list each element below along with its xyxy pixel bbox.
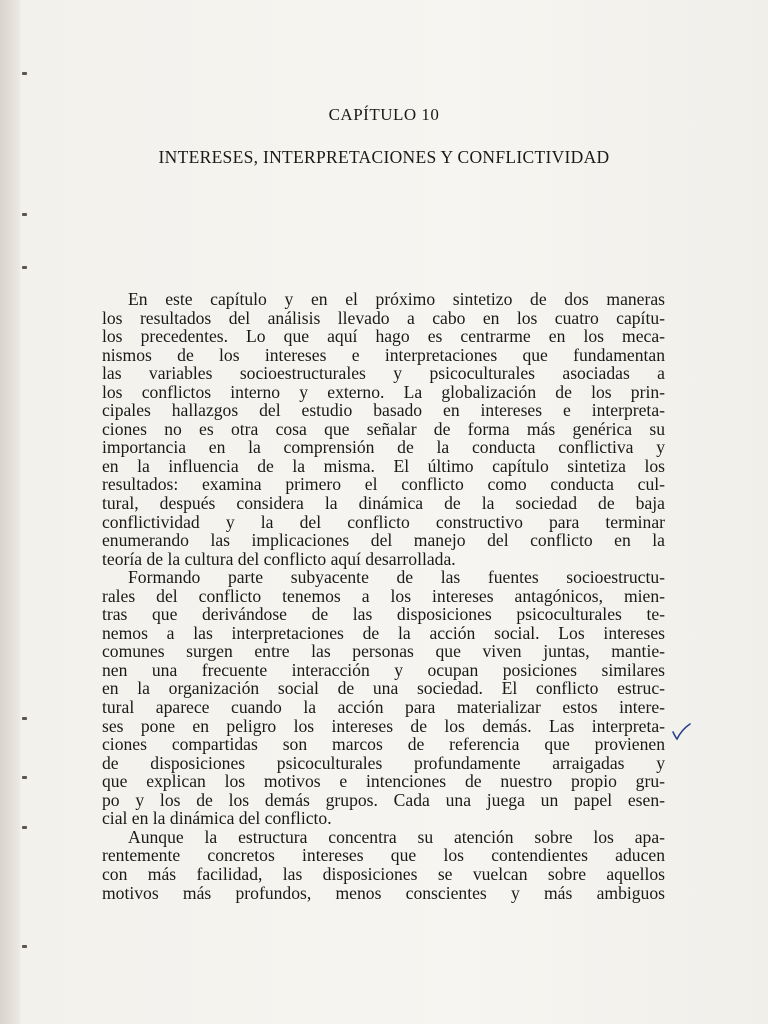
text-line: ciones no es otra cosa que señalar de forma más genérica su (102, 418, 665, 439)
text-line: en la organización social de una sociedad. El conflicto estruc- (102, 678, 665, 699)
text-line: nen una frecuente interacción y ocupan posiciones similares (102, 659, 665, 680)
text-line: que explican los motivos e intenciones de nuestro propio gru- (102, 771, 665, 792)
text-line: tural aparece cuando la acción para materializar estos intere- (102, 697, 665, 718)
text-line: en la influencia de la misma. El último capítulo sintetiza los (102, 455, 665, 476)
text-line: cipales hallazgos del estudio basado en intereses e interpreta- (102, 400, 665, 421)
text-line: los resultados del análisis llevado a cabo en los cuatro capítu- (102, 307, 665, 328)
margin-mark (22, 826, 27, 829)
text-line: importancia en la comprensión de la conducta conflictiva y (102, 437, 665, 458)
pen-check-mark-icon (670, 720, 692, 742)
text-line: nemos a las interpretaciones de la acción social. Los intereses (102, 622, 665, 643)
margin-mark (22, 776, 27, 779)
text-line: con más facilidad, las disposiciones se vuelcan sobre aquellos (102, 863, 665, 884)
text-line: Formando parte subyacente de las fuentes socioestructu- (128, 567, 665, 588)
text-line: tural, después considera la dinámica de la sociedad de baja (102, 493, 665, 514)
text-line: conflictividad y la del conflicto constructivo para terminar (102, 511, 665, 532)
text-line: comunes surgen entre las personas que viven juntas, mantie- (102, 641, 665, 662)
text-line: ses pone en peligro los intereses de los demás. Las interpreta- (102, 715, 665, 736)
margin-mark (22, 266, 27, 269)
text-line: motivos más profundos, menos conscientes y más ambiguos (102, 882, 665, 903)
text-line: enumerando las implicaciones del manejo del conflicto en la (102, 530, 665, 551)
text-line: teoría de la cultura del conflicto aquí desarrollada. (102, 548, 456, 569)
text-line: rentemente concretos intereses que los contendientes aducen (102, 845, 665, 866)
text-line: nismos de los intereses e interpretaciones que fundamentan (102, 344, 665, 365)
text-line: cial en la dinámica del conflicto. (102, 808, 332, 829)
chapter-number: CAPÍTULO 10 (328, 105, 440, 124)
text-line: po y los de los demás grupos. Cada una juega un papel esen- (102, 789, 665, 810)
text-line: resultados: examina primero el conflicto como conducta cul- (102, 474, 665, 495)
text-line: Aunque la estructura concentra su atención sobre los apa- (128, 826, 665, 847)
text-line: los conflictos interno y externo. La globalización de los prin- (102, 381, 665, 402)
body-text (102, 290, 665, 902)
text-line: En este capítulo y en el próximo sintetizo de dos maneras (128, 289, 665, 309)
text-line: rales del conflicto tenemos a los intereses antagónicos, mien- (102, 585, 665, 606)
margin-mark (22, 717, 27, 720)
text-line: los precedentes. Lo que aquí hago es centrarme en los meca- (102, 326, 665, 347)
margin-mark (22, 945, 27, 948)
chapter-title: INTERESES, INTERPRETACIONES Y CONFLICTIVIDAD (158, 147, 610, 167)
text-line: las variables socioestructurales y psicoculturales asociadas a (102, 363, 665, 384)
margin-mark (22, 213, 27, 216)
text-line: ciones compartidas son marcos de referencia que provienen (102, 734, 665, 755)
text-line: tras que derivándose de las disposiciones psicoculturales te- (102, 604, 665, 625)
text-line: de disposiciones psicoculturales profundamente arraigadas y (102, 752, 665, 773)
margin-mark (22, 72, 27, 75)
